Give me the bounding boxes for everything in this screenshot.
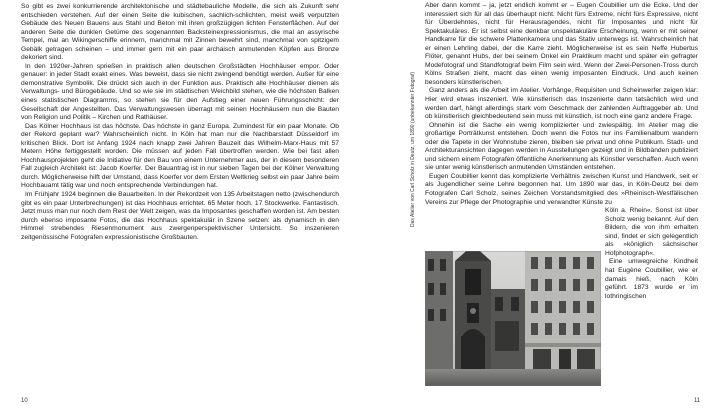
paragraph: Das Kölner Hochhaus ist das höchste. Das höchste in ganz Europa. Zumindest für ein paar Monate. Ob der Rekord geplant war? Wahrscheinlich nicht. In Köln hat man nur die Nachbarstadt Düsseldorf im kritischen Blick. Dort ist Anfang 1924 nach knapp zwei Jahren Bauzeit das Wilhelm-Marx-Haus mit 57 Metern Höhe fertiggestellt worden. Die müssen auf jeden Fall übertroffen werden. Wie bei fast allen Hochhausprojekten geht die Initiative für den Bau von einem Unternehmer aus, der in diesem besonderen Fall zugleich Architekt ist: Jacob Koerfer. Der Bauantrag ist in nur sieben Tagen bei der Kölner Verwaltung durch. Möglicherweise hilft der Umstand, dass Koerfer vor dem Ersten Weltkrieg selbst ein paar Jahre beim Hochbauamt tätig war und noch entsprechende Verbindungen hat.	[21, 122, 339, 190]
paragraph: Eugen Coubillier kennt das komplizierte Verhältnis zwischen Kunst und Handwerk, seit er als Jugendlicher seine Lehre begonnen hat. Um 1890 war das, in Köln-Deutz bei dem Fotografen Carl Scholz, seines Zeichen Vorstandsmitglied des »Rheinisch-Westfälischen Vereins zur Pflege der Photographie und verwandter Künste zu	[425, 172, 698, 206]
paragraph: So gibt es zwei konkurrierende architektonische und städtebauliche Modelle, die sich als Zukunft sehr entschieden verstehen. Auf der einen Seite die kubischen, sachlich-schlichten, meist weiß verputzten Gebäude des Neuen Bauens aus Stahl und Beton mit ihren großzügigen lichten Fensterflächen. Auf der anderen Seite die dunklen Getüme des sogenannten Backsteinexpressionismus, die mal an assyrische Tempel, mal an Wikingerschiffe erinnern, manchmal mit Zinnen bewehrt sind, manchmal von spitzigem Gebälk getragen scheinen – und immer gern mit ein paar archaisch anmutenden Köpfen aus Bronze dekoriert sind.	[21, 3, 339, 62]
photo-caption: Das Atelier von Carl Scholz in Deutz, um 1890 (unbekannter Fotograf)	[410, 71, 416, 227]
paragraph: Aber dann kommt – ja, jetzt endlich kommt er – Eugen Coubillier um die Ecke. Und der interessiert sich für all das überhaupt nicht. Nicht fürs Extreme, nicht fürs Expressive, nicht für Überdehntes, nicht für Herausragendes, nicht für Imposantes und nicht für Spektakuläres. Er ist selbst eine denkbar unspektakuläre Erscheinung, wenn er mit seiner Handkarre für die schwere Plattenkamera und das Stativ unterwegs ist. Wahrscheinlich hat er einen Lehrling dabei, der die Karre zieht. Möglicherweise ist es sein Neffe Hubertus Flöter, genannt Hubs, der bei seinem Onkel ein Praktikum macht und später ein gefragter Modefotograf und Standfotograf beim Film sein wird. Wenn der Zwei-Personen-Tross durch Kölns Straßen zieht, macht das einen wenig imposanten Eindruck. Und auch keinen besonders künstlerischen.	[425, 2, 698, 86]
page-number-left: 10	[21, 398, 28, 404]
left-text-column	[21, 3, 339, 242]
paragraph: Ganz anders als die Arbeit im Atelier. Vorhänge, Requisiten und Scheinwerfer zeigen klar: Hier wird etwas inszeniert. Wie künstlerisch das Inszenierte dann tatsächlich wird und werden darf, hängt allerdings stark vom Geschmack der zahlenden Auftraggeber ab. Und ob künstlerisch gleichbedeutend sein muss mit künstlich, ist noch eine ganz andere Frage.	[425, 87, 698, 121]
paragraph: Ohnehin ist die Sache ein wenig komplizierter und zwiespältig. Im Atelier mag die großartige Porträtkunst entstehen. Doch wenn die Fotos nur ins Familienalbum wandern oder die Tapete in der Wohnstube zieren, bleiben sie privat und ohne Publikum. Stadt- und Architekturansichten dagegen werden in Ausstellungen gezeigt und in Bildbänden publiziert und sichern einem Fotografen öffentliche Anerkennung als Künstler verschaffen. Auch wenn sie unter wenig künstlerisch anmutenden Umständen entstehen.	[425, 121, 698, 172]
paragraph: Eine umwegreiche Kindheit hat Eugène Coubillier, wie er damals hieß, nach Köln geführt. 1873 wurde er im lothringischen	[605, 258, 698, 300]
page-number-right: 11	[694, 398, 701, 404]
paragraph: In den 1920er-Jahren sprießen in praktisch allen deutschen Großstädten Hochhäuser empor. Oder genauer: in jeder Stadt exakt eines. Was beweist, dass sie nicht zwingend benötigt werden. Außer für eine demonstrative Symbolik. Die drückt sich auch in der Funktion aus. Praktisch alle Hochhäuser dienen als Verwaltungs- und Bürogebäude. Und so wie sie im städtischen Weichbild stehen, wie die höchsten Balken eines statistischen Diagramms, so stehen sie für den Aufstieg einer neuen Führungsschicht: der Gesellschaft der Angestellten. Das Verwaltungswesen überragt mit seinen Hochhäusern nun die Bauten von Religion und Politik – Kirchen und Rathäuser.	[21, 62, 339, 122]
atelier-photo	[425, 251, 601, 386]
paragraph: Köln a. Rhein«. Sonst ist über Scholz wenig bekannt. Auf den Bildern, die von ihm erhalten sind, findet er sich gelegentlich als »königlich sächsischer Hofphotograph«.	[605, 207, 698, 257]
paragraph: Im Frühjahr 1924 beginnen die Bauarbeiten. In der Rekordzeit von 135 Arbeitstagen netto (zwischendurch gibt es ein paar Unterbrechungen) ist das Hochhaus errichtet. 65 Meter hoch. 17 Stockwerke. Fantastisch. Jetzt muss man nur noch dem Rest der Welt zeigen, was da Imposantes geschaffen worden ist. Am besten durch ebenso imposante Fotos, die das Hochhaus spektakulär in Szene setzen: als dynamisch in den Himmel strebendes Riesenmonument aus zwergenperspektivischer Untersicht. So inszenieren zeitgenössische Fotografen expressionistische Großbauten.	[21, 191, 339, 241]
